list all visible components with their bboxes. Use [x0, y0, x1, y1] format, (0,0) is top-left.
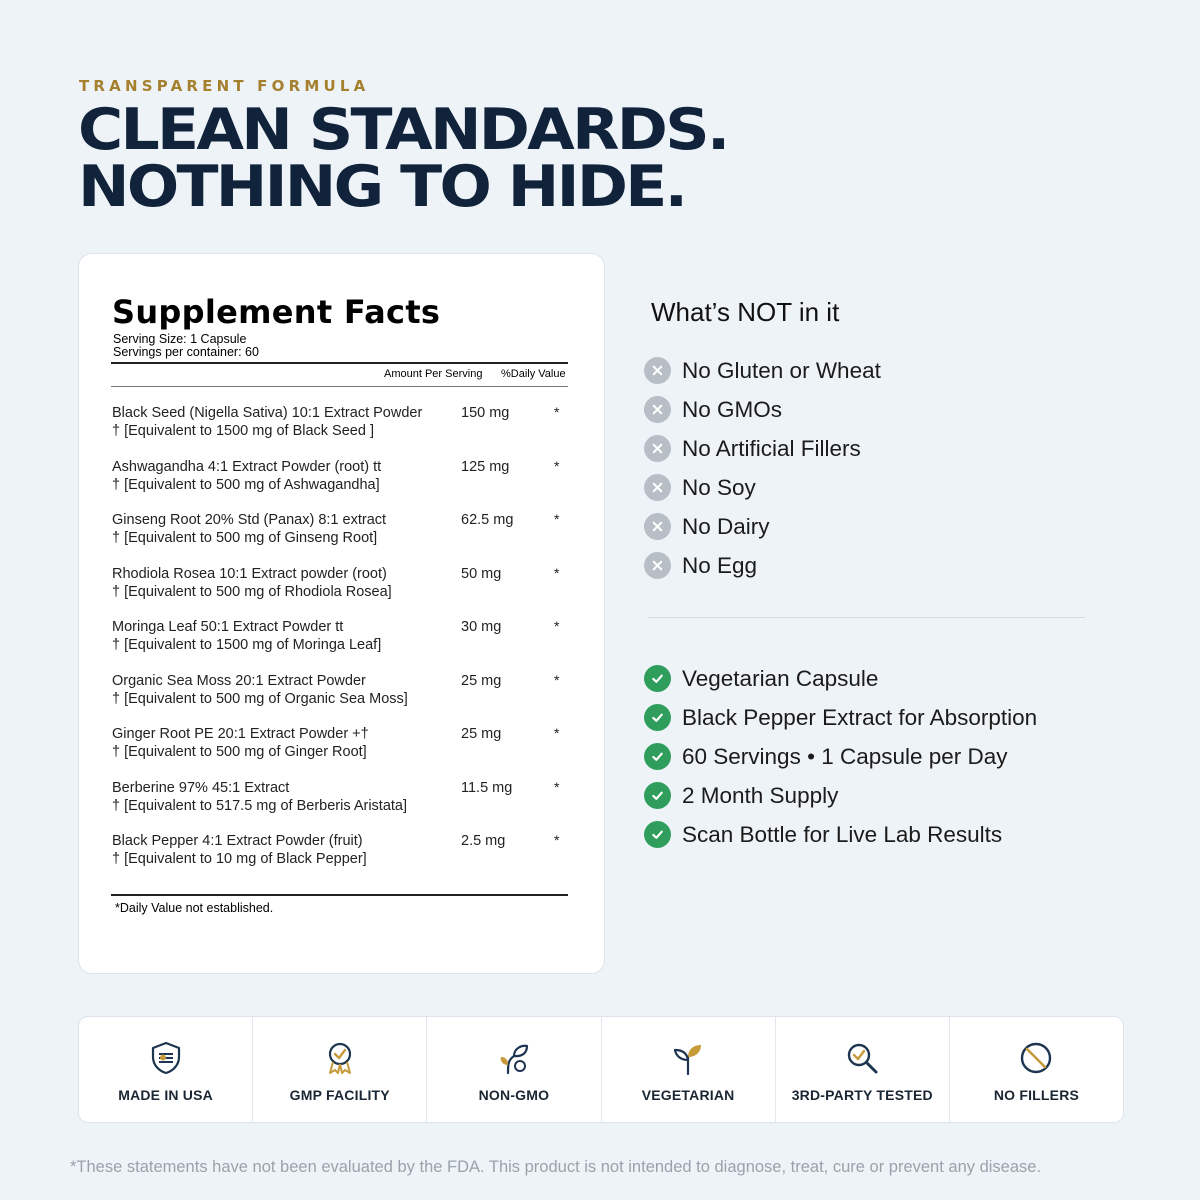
ingredient-amount: 11.5 mg — [461, 779, 513, 796]
ingredient-amount: 125 mg — [461, 458, 510, 475]
trust-badge-label: NO FILLERS — [993, 1087, 1080, 1103]
headline-line-2: NOTHING TO HIDE. — [78, 154, 686, 220]
ingredient-equivalent: † [Equivalent to 500 mg of Organic Sea Moss] — [112, 690, 408, 707]
section-divider — [648, 617, 1085, 618]
trust-badge-non-gmo — [427, 1017, 601, 1122]
trust-badge-gmp — [253, 1017, 427, 1122]
facts-rule-header — [111, 386, 568, 387]
trust-badge-label: MADE IN USA — [118, 1087, 213, 1103]
ingredient-amount: 50 mg — [461, 565, 502, 582]
trust-badge-vegetarian — [602, 1017, 776, 1122]
ingredient-name: Rhodiola Rosea 10:1 Extract powder (root) — [112, 565, 387, 582]
col-dv-header: %Daily Value — [501, 368, 566, 380]
ingredient-row — [111, 725, 568, 779]
facts-rule-bottom — [111, 894, 568, 896]
list-item — [644, 698, 1037, 737]
not-in-it-title: What’s NOT in it — [651, 297, 840, 327]
check-icon — [644, 743, 671, 770]
headline-line-1: CLEAN STANDARDS. — [78, 97, 728, 163]
ingredient-list — [111, 404, 568, 886]
ingredient-name: Ginseng Root 20% Std (Panax) 8:1 extract — [112, 512, 387, 528]
trust-badge-strip — [78, 1016, 1124, 1123]
list-item-label: No Soy — [682, 474, 756, 500]
ingredient-dv: * — [554, 404, 560, 420]
list-item — [644, 737, 1037, 776]
fda-disclaimer: *These statements have not been evaluated by the FDA. This product is not intended to diagnose, treat, cure or prevent any disease. — [70, 1158, 1042, 1176]
trust-badge-label: VEGETARIAN — [641, 1087, 735, 1103]
serving-info — [113, 333, 259, 359]
ingredient-row — [111, 672, 568, 726]
ingredient-row — [111, 618, 568, 672]
ingredient-dv: * — [554, 671, 560, 688]
ingredient-equivalent: † [Equivalent to 1500 mg of Black Seed ] — [112, 423, 374, 439]
trust-badge-made-in-usa — [79, 1017, 253, 1122]
award-ribbon-icon — [321, 1039, 359, 1077]
ingredient-equivalent: † [Equivalent to 10 mg of Black Pepper] — [112, 851, 367, 867]
check-icon — [644, 704, 671, 731]
ingredient-dv: * — [554, 778, 560, 795]
serving-size: Serving Size: 1 Capsule — [113, 332, 247, 346]
list-item-label: 60 Servings • 1 Capsule per Day — [682, 743, 1008, 769]
daily-value-note: *Daily Value not established. — [115, 901, 274, 915]
plant-icon — [669, 1039, 707, 1077]
ingredient-equivalent: † [Equivalent to 500 mg of Ginger Root] — [112, 744, 367, 760]
ingredient-row — [111, 458, 568, 512]
eyebrow-label: TRANSPARENT FORMULA — [79, 77, 370, 95]
list-item — [644, 468, 881, 507]
ingredient-amount: 25 mg — [461, 672, 502, 689]
supplement-facts-card — [78, 253, 605, 974]
ingredient-name: Black Seed (Nigella Sativa) 10:1 Extract Powder — [112, 405, 423, 421]
list-item — [644, 507, 881, 546]
list-item-label: Vegetarian Capsule — [682, 665, 879, 691]
list-item-label: No Artificial Fillers — [682, 435, 861, 461]
x-icon — [644, 435, 671, 462]
list-item-label: No Egg — [682, 552, 758, 578]
ingredient-name: Berberine 97% 45:1 Extract — [112, 779, 290, 796]
ingredient-name: Black Pepper 4:1 Extract Powder (fruit) — [112, 833, 363, 849]
leaf-sprout-icon — [495, 1039, 533, 1077]
ingredient-amount: 62.5 mg — [461, 512, 514, 528]
ingredient-name: Ginger Root PE 20:1 Extract Powder +† — [112, 726, 369, 742]
list-item — [644, 659, 1037, 698]
check-icon — [644, 821, 671, 848]
ingredient-dv: * — [554, 457, 560, 474]
ingredient-equivalent: † [Equivalent to 500 mg of Ginseng Root] — [112, 530, 378, 546]
headline — [78, 97, 728, 220]
x-icon — [644, 357, 671, 384]
ingredient-dv: * — [554, 832, 560, 848]
x-icon — [644, 552, 671, 579]
trust-badge-third-party-tested — [776, 1017, 950, 1122]
trust-badge-no-fillers — [950, 1017, 1123, 1122]
ingredient-row — [111, 779, 568, 833]
list-item-label: No Dairy — [682, 513, 770, 539]
not-in-it-list — [644, 351, 881, 585]
x-icon — [644, 474, 671, 501]
ingredient-row — [111, 832, 568, 886]
list-item — [644, 776, 1037, 815]
x-icon — [644, 513, 671, 540]
list-item-label: Scan Bottle for Live Lab Results — [682, 821, 1003, 847]
ingredient-dv: * — [554, 564, 560, 581]
list-item-label: 2 Month Supply — [682, 782, 839, 808]
trust-badge-label: NON-GMO — [478, 1087, 550, 1103]
ingredient-name: Ashwagandha 4:1 Extract Powder (root) tt — [112, 458, 382, 475]
ingredient-dv: * — [554, 618, 560, 634]
list-item-label: No GMOs — [682, 396, 783, 422]
col-amount-header: Amount Per Serving — [384, 368, 483, 380]
ingredient-dv: * — [554, 725, 560, 741]
x-icon — [644, 396, 671, 423]
ingredient-dv: * — [554, 511, 560, 527]
trust-badge-label: 3RD-PARTY TESTED — [791, 1087, 933, 1103]
ingredient-amount: 2.5 mg — [461, 833, 506, 849]
ingredient-row — [111, 511, 568, 565]
ingredient-equivalent: † [Equivalent to 500 mg of Rhodiola Rosea] — [112, 583, 392, 600]
ingredient-equivalent: † [Equivalent to 517.5 mg of Berberis Aristata] — [112, 797, 407, 814]
ingredient-equivalent: † [Equivalent to 500 mg of Ashwagandha] — [112, 476, 380, 493]
list-item — [644, 351, 881, 390]
list-item — [644, 815, 1037, 854]
check-icon — [644, 665, 671, 692]
magnifier-check-icon — [843, 1039, 881, 1077]
list-item — [644, 390, 881, 429]
ingredient-amount: 25 mg — [461, 726, 502, 742]
list-item — [644, 429, 881, 468]
ingredient-amount: 150 mg — [461, 405, 510, 421]
features-list — [644, 659, 1037, 854]
facts-title: Supplement Facts — [112, 293, 441, 331]
list-item-label: Black Pepper Extract for Absorption — [682, 704, 1038, 730]
facts-rule-top — [111, 362, 568, 364]
trust-badge-label: GMP FACILITY — [289, 1087, 390, 1103]
ingredient-row — [111, 565, 568, 619]
ingredient-equivalent: † [Equivalent to 1500 mg of Moringa Leaf] — [112, 637, 382, 653]
ingredient-name: Organic Sea Moss 20:1 Extract Powder — [112, 672, 366, 689]
shield-flag-icon — [147, 1039, 185, 1077]
list-item-label: No Gluten or Wheat — [682, 357, 881, 383]
check-icon — [644, 782, 671, 809]
ingredient-amount: 30 mg — [461, 619, 502, 635]
ingredient-name: Moringa Leaf 50:1 Extract Powder tt — [112, 619, 344, 635]
list-item — [644, 546, 881, 585]
ingredient-row — [111, 404, 568, 458]
prohibited-icon — [1017, 1039, 1055, 1077]
servings-per-container: Servings per container: 60 — [113, 345, 259, 359]
